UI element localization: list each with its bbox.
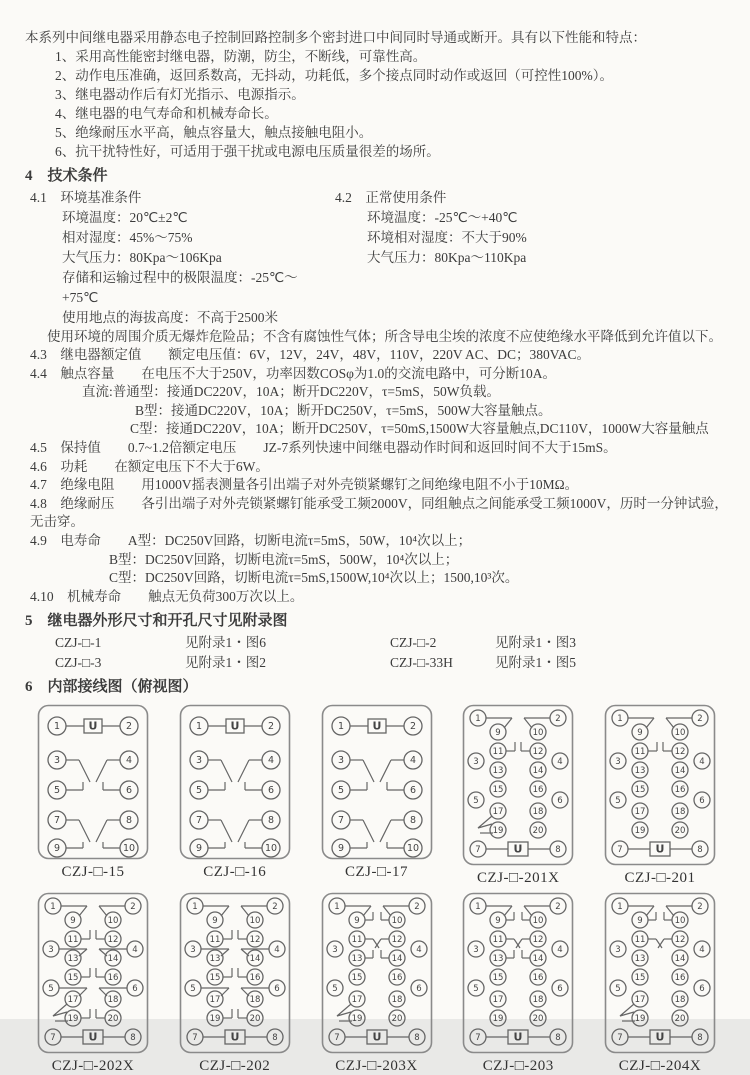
svg-text:7: 7: [475, 845, 481, 856]
svg-text:5: 5: [615, 984, 621, 995]
svg-text:12: 12: [674, 747, 686, 758]
svg-text:15: 15: [492, 973, 504, 984]
svg-text:U: U: [513, 842, 523, 856]
svg-text:5: 5: [615, 796, 621, 807]
svg-text:18: 18: [249, 995, 261, 1006]
svg-text:U: U: [88, 719, 98, 733]
armature-arrow-icon: [337, 1004, 351, 1016]
armature-arrow-icon: [53, 1004, 67, 1016]
svg-text:2: 2: [130, 902, 136, 913]
feature-item-6: 6、抗干扰特性好，可适用于强干扰或电源电压质量很差的场所。: [55, 144, 440, 159]
s44-typec-line: C型：接通DC220V，10A；断开DC250V，τ=50mS,1500W大容量触点,DC110V，1000W大容量触点: [130, 421, 709, 437]
svg-text:2: 2: [697, 714, 703, 725]
wiring-diagram-svg: [604, 892, 716, 1054]
feature-item-2: 2、动作电压准确，返回系数高，无抖动，功耗低，多个接点同时动作或返回（可控性100%）。: [55, 68, 613, 83]
model-ref: CZJ-□-1: [55, 635, 102, 651]
svg-text:20: 20: [674, 1014, 686, 1025]
svg-text:5: 5: [331, 984, 338, 995]
s42-line: 环境相对湿度：不大于90%: [367, 230, 527, 245]
svg-text:12: 12: [249, 935, 261, 946]
svg-text:15: 15: [351, 973, 362, 984]
wiring-diagram-figure: [309, 892, 445, 1075]
model-ref: CZJ-□-3: [55, 654, 102, 670]
svg-text:10: 10: [532, 728, 544, 739]
feature-item-5: 5、绝缘耐压水平高，触点容量大，触点接触电阻小。: [55, 125, 373, 140]
s46-line: 4.6 功耗 在额定电压下不大于6W。: [30, 458, 269, 474]
s44-typeb-line: B型：接通DC220V，10A；断开DC250V，τ=5mS，500W大容量触点。: [135, 402, 552, 418]
figure-ref: 见附录1・图6: [185, 635, 266, 651]
svg-text:15: 15: [634, 973, 646, 984]
svg-text:U: U: [513, 1030, 523, 1044]
svg-text:15: 15: [209, 973, 221, 984]
svg-text:9: 9: [637, 916, 643, 927]
svg-text:7: 7: [53, 815, 61, 827]
svg-text:1: 1: [617, 714, 623, 725]
svg-text:2: 2: [267, 721, 274, 733]
svg-text:9: 9: [53, 843, 61, 855]
svg-text:6: 6: [699, 796, 705, 807]
wiring-diagram-svg: [462, 704, 574, 866]
svg-text:U: U: [230, 719, 240, 733]
wiring-diagram-svg: [321, 892, 433, 1054]
wiring-diagram-figure: [309, 704, 445, 887]
svg-text:17: 17: [209, 995, 221, 1006]
svg-text:4: 4: [415, 945, 422, 956]
s41-line: 相对湿度：45%～75%: [62, 230, 193, 245]
s42-line: 大气压力：80Kpa～110Kpa: [367, 250, 527, 265]
svg-text:19: 19: [492, 826, 504, 837]
svg-text:16: 16: [674, 785, 686, 796]
svg-text:13: 13: [634, 766, 646, 777]
feature-item-4: 4、继电器的电气寿命和机械寿命长。: [55, 106, 278, 121]
svg-text:17: 17: [492, 995, 504, 1006]
svg-text:19: 19: [351, 1014, 362, 1025]
svg-text:U: U: [372, 719, 381, 733]
svg-text:6: 6: [274, 984, 280, 995]
svg-text:4: 4: [557, 945, 563, 956]
svg-text:10: 10: [264, 843, 277, 855]
wiring-diagram-svg: [462, 892, 574, 1054]
svg-text:3: 3: [331, 945, 338, 956]
svg-text:18: 18: [391, 995, 402, 1006]
svg-text:4: 4: [409, 755, 416, 767]
svg-text:14: 14: [674, 766, 686, 777]
svg-text:6: 6: [125, 785, 133, 797]
wiring-diagram-figure: [450, 892, 586, 1075]
svg-text:11: 11: [634, 935, 646, 946]
svg-text:2: 2: [555, 902, 561, 913]
svg-text:U: U: [372, 1030, 381, 1044]
figure-ref: 见附录1・图5: [495, 654, 576, 670]
svg-text:18: 18: [674, 807, 686, 818]
svg-text:16: 16: [532, 973, 544, 984]
svg-text:17: 17: [492, 807, 504, 818]
svg-text:1: 1: [337, 721, 344, 733]
wiring-diagram-svg: [604, 704, 716, 866]
svg-text:6: 6: [557, 984, 563, 995]
svg-text:8: 8: [555, 845, 561, 856]
svg-text:5: 5: [53, 785, 61, 797]
section5-heading: 5 继电器外形尺寸和开孔尺寸见附录图: [25, 613, 288, 630]
svg-text:9: 9: [353, 916, 360, 927]
svg-text:20: 20: [391, 1014, 402, 1025]
svg-text:9: 9: [495, 916, 501, 927]
svg-text:4: 4: [557, 757, 563, 768]
wiring-diagram-figure: [450, 704, 586, 887]
svg-text:15: 15: [67, 973, 79, 984]
svg-text:2: 2: [413, 902, 420, 913]
wiring-diagram-svg: [37, 704, 149, 860]
svg-text:10: 10: [674, 916, 686, 927]
svg-text:4: 4: [125, 755, 133, 767]
model-ref: CZJ-□-2: [390, 635, 437, 651]
svg-text:1: 1: [195, 721, 202, 733]
svg-text:8: 8: [267, 815, 274, 827]
wiring-diagram-label: CZJ-□-202: [199, 1058, 271, 1075]
svg-text:2: 2: [697, 902, 703, 913]
svg-text:3: 3: [337, 755, 344, 767]
svg-text:10: 10: [391, 916, 402, 927]
svg-text:5: 5: [337, 785, 344, 797]
svg-text:7: 7: [333, 1033, 340, 1044]
svg-text:10: 10: [107, 916, 119, 927]
svg-text:18: 18: [532, 995, 544, 1006]
s41-line: 使用地点的海拔高度：不高于2500米: [62, 310, 278, 325]
svg-text:10: 10: [249, 916, 261, 927]
armature-arrow-icon: [478, 816, 492, 828]
svg-text:3: 3: [473, 945, 479, 956]
svg-text:19: 19: [209, 1014, 221, 1025]
svg-text:11: 11: [209, 935, 221, 946]
svg-text:U: U: [230, 1030, 240, 1044]
conditions-columns: [25, 188, 728, 328]
svg-text:17: 17: [67, 995, 79, 1006]
feature-item-1: 1、采用高性能密封继电器，防潮，防尘，不断线，可靠性高。: [55, 49, 427, 64]
svg-text:11: 11: [634, 747, 646, 758]
svg-text:U: U: [88, 1030, 98, 1044]
svg-text:14: 14: [674, 954, 686, 965]
svg-text:12: 12: [532, 935, 544, 946]
svg-text:14: 14: [107, 954, 119, 965]
svg-text:8: 8: [697, 1033, 703, 1044]
svg-text:6: 6: [415, 984, 422, 995]
svg-text:4: 4: [274, 945, 280, 956]
svg-text:7: 7: [337, 815, 344, 827]
s41-line: 大气压力：80Kpa～106Kpa: [62, 250, 222, 265]
svg-text:20: 20: [249, 1014, 261, 1025]
svg-text:7: 7: [195, 815, 202, 827]
svg-text:6: 6: [557, 796, 563, 807]
wiring-diagram-label: CZJ-□-16: [203, 864, 267, 881]
svg-text:19: 19: [492, 1014, 504, 1025]
svg-text:10: 10: [122, 843, 136, 855]
svg-text:16: 16: [674, 973, 686, 984]
svg-text:7: 7: [617, 845, 623, 856]
svg-text:3: 3: [615, 945, 621, 956]
figure-ref: 见附录1・图2: [185, 654, 266, 670]
s43-line: 4.3 继电器额定值 额定电压值：6V，12V，24V，48V，110V，220V AC、DC；380VAC。: [30, 347, 591, 362]
svg-text:20: 20: [107, 1014, 119, 1025]
svg-text:3: 3: [48, 945, 54, 956]
svg-text:1: 1: [50, 902, 56, 913]
svg-text:10: 10: [406, 843, 419, 855]
svg-text:5: 5: [195, 785, 202, 797]
svg-text:10: 10: [674, 728, 686, 739]
svg-text:16: 16: [532, 785, 544, 796]
svg-text:4: 4: [699, 945, 705, 956]
s45-line: 4.5 保持值 0.7~1.2倍额定电压 JZ-7系列快速中间继电器动作时间和返回时间不大于15mS。: [30, 439, 617, 455]
svg-text:17: 17: [351, 995, 362, 1006]
wiring-diagram-figure: [25, 892, 161, 1075]
svg-text:16: 16: [391, 973, 402, 984]
wiring-diagram-svg: [179, 704, 291, 860]
svg-text:6: 6: [699, 984, 705, 995]
svg-text:6: 6: [267, 785, 274, 797]
svg-text:2: 2: [272, 902, 278, 913]
svg-text:19: 19: [67, 1014, 79, 1025]
s49-typec-line: C型：DC250V回路，切断电流τ=5mS,1500W,10⁴次以上；1500,10³次。: [109, 570, 519, 586]
svg-text:8: 8: [125, 815, 133, 827]
svg-text:14: 14: [391, 954, 402, 965]
s49-line: 4.9 电寿命 A型：DC250V回路，切断电流τ=5mS，50W，10⁴次以上；: [30, 532, 472, 548]
wiring-diagram-label: CZJ-□-201X: [477, 870, 560, 887]
section4-heading: 4 技术条件: [25, 168, 108, 184]
wiring-diagram-figure: [25, 704, 161, 887]
svg-text:17: 17: [634, 807, 646, 818]
svg-text:U: U: [655, 1030, 665, 1044]
base-conditions-column: [25, 188, 330, 328]
svg-text:4: 4: [267, 755, 274, 767]
svg-text:15: 15: [492, 785, 504, 796]
svg-text:6: 6: [409, 785, 416, 797]
model-ref: CZJ-□-33H: [390, 654, 453, 670]
s41-title: 4.1 环境基准条件: [30, 190, 142, 205]
wiring-diagrams-row-2: [25, 892, 728, 1075]
svg-text:8: 8: [413, 1033, 420, 1044]
svg-text:8: 8: [130, 1033, 136, 1044]
s41-line: 环境温度：20℃±2℃: [62, 210, 188, 225]
intro-paragraph: 本系列中间继电器采用静态电子控制回路控制多个密封进口中间同时导通或断开。具有以下性能和特点：: [25, 30, 646, 45]
svg-text:2: 2: [555, 714, 561, 725]
wiring-diagram-label: CZJ-□-202X: [51, 1058, 135, 1075]
svg-text:11: 11: [351, 935, 362, 946]
svg-text:16: 16: [107, 973, 119, 984]
svg-text:14: 14: [532, 954, 544, 965]
wiring-diagram-figure: [592, 704, 728, 887]
svg-text:14: 14: [249, 954, 261, 965]
svg-text:13: 13: [209, 954, 221, 965]
svg-text:7: 7: [475, 1033, 481, 1044]
svg-text:20: 20: [674, 826, 686, 837]
svg-text:1: 1: [617, 902, 623, 913]
svg-text:3: 3: [195, 755, 202, 767]
svg-text:12: 12: [674, 935, 686, 946]
wiring-diagram-figure: [167, 704, 303, 887]
svg-text:5: 5: [190, 984, 196, 995]
svg-text:5: 5: [48, 984, 54, 995]
svg-text:13: 13: [351, 954, 362, 965]
svg-text:6: 6: [132, 984, 138, 995]
section6-heading: 6 内部接线图（俯视图）: [25, 679, 198, 696]
wiring-diagram-figure: [167, 892, 303, 1075]
svg-text:1: 1: [333, 902, 340, 913]
svg-text:U: U: [655, 842, 665, 856]
normal-conditions-column: [330, 188, 728, 328]
svg-text:1: 1: [53, 721, 61, 733]
wiring-diagram-label: CZJ-□-17: [344, 864, 409, 881]
s42-title: 4.2 正常使用条件: [335, 190, 447, 205]
environment-note: 使用环境的周围介质无爆炸危险品；不含有腐蚀性气体；所含导电尘埃的浓度不应使绝缘水平降低到允许值以下。: [47, 329, 722, 344]
svg-text:8: 8: [697, 845, 703, 856]
svg-text:14: 14: [532, 766, 544, 777]
svg-text:19: 19: [634, 1014, 646, 1025]
figure-ref: 见附录1・图3: [495, 635, 576, 651]
svg-text:18: 18: [674, 995, 686, 1006]
s41-line: 存储和运输过程中的极限温度：-25℃～+75℃: [62, 270, 298, 305]
svg-text:9: 9: [70, 916, 76, 927]
svg-text:7: 7: [617, 1033, 623, 1044]
svg-text:13: 13: [492, 766, 504, 777]
wiring-diagram-label: CZJ-□-203X: [335, 1058, 418, 1075]
svg-text:18: 18: [107, 995, 119, 1006]
s49-typeb-line: B型：DC250V回路，切断电流τ=5mS，500W，10⁴次以上；: [109, 551, 459, 567]
wiring-diagram-label: CZJ-□-201: [624, 870, 696, 887]
svg-text:9: 9: [495, 728, 501, 739]
svg-text:13: 13: [634, 954, 646, 965]
wiring-diagram-label: CZJ-□-203: [482, 1058, 554, 1075]
svg-text:9: 9: [195, 843, 202, 855]
wiring-diagram-svg: [179, 892, 291, 1054]
s44-dc-line: 直流:普通型：接通DC220V，10A；断开DC220V，τ=5mS，50W负载。: [82, 384, 501, 400]
svg-text:18: 18: [532, 807, 544, 818]
svg-text:7: 7: [50, 1033, 56, 1044]
svg-text:1: 1: [475, 902, 481, 913]
svg-text:5: 5: [473, 796, 479, 807]
svg-text:20: 20: [532, 826, 544, 837]
wiring-diagram-svg: [37, 892, 149, 1054]
svg-text:1: 1: [475, 714, 481, 725]
svg-text:19: 19: [634, 826, 646, 837]
svg-text:3: 3: [615, 757, 621, 768]
svg-text:3: 3: [473, 757, 479, 768]
armature-arrow-icon: [620, 1004, 634, 1016]
svg-text:11: 11: [492, 935, 504, 946]
svg-text:10: 10: [532, 916, 544, 927]
svg-text:11: 11: [67, 935, 79, 946]
svg-text:20: 20: [532, 1014, 544, 1025]
svg-text:13: 13: [492, 954, 504, 965]
svg-text:7: 7: [192, 1033, 198, 1044]
svg-text:4: 4: [699, 757, 705, 768]
wiring-diagram-label: CZJ-□-204X: [618, 1058, 702, 1075]
dimension-reference-table: [25, 633, 728, 672]
svg-text:8: 8: [272, 1033, 278, 1044]
wiring-diagram-figure: [592, 892, 728, 1075]
s48-line-cont: 无击穿。: [30, 514, 84, 530]
s47-line: 4.7 绝缘电阻 用1000V摇表测量各引出端子对外壳锁紧螺钉之间绝缘电阻不小于10MΩ。: [30, 477, 579, 493]
svg-text:8: 8: [555, 1033, 561, 1044]
s44-line: 4.4 触点容量 在电压不大于250V，功率因数COSφ为1.0的交流电路中，可分断10A。: [30, 365, 557, 381]
svg-text:12: 12: [532, 747, 544, 758]
svg-text:9: 9: [337, 843, 344, 855]
svg-text:4: 4: [132, 945, 138, 956]
svg-text:2: 2: [409, 721, 416, 733]
s48-line: 4.8 绝缘耐压 各引出端子对外壳锁紧螺钉能承受工频2000V，同组触点之间能承受工频1000V，历时一分钟试验，: [30, 495, 728, 511]
svg-text:16: 16: [249, 973, 261, 984]
svg-text:8: 8: [409, 815, 416, 827]
svg-text:9: 9: [212, 916, 218, 927]
svg-text:15: 15: [634, 785, 646, 796]
svg-text:12: 12: [107, 935, 119, 946]
svg-text:5: 5: [473, 984, 479, 995]
svg-text:3: 3: [190, 945, 196, 956]
wiring-diagram-svg: [321, 704, 433, 860]
svg-text:13: 13: [67, 954, 79, 965]
feature-item-3: 3、继电器动作后有灯光指示、电源指示。: [55, 87, 305, 102]
svg-text:1: 1: [192, 902, 198, 913]
wiring-diagrams-row-1: [25, 704, 728, 887]
s42-line: 环境温度：-25℃～+40℃: [367, 210, 518, 225]
svg-text:3: 3: [53, 755, 61, 767]
svg-text:9: 9: [637, 728, 643, 739]
wiring-diagram-label: CZJ-□-15: [61, 864, 125, 881]
svg-text:11: 11: [492, 747, 504, 758]
svg-text:2: 2: [125, 721, 133, 733]
s410-line: 4.10 机械寿命 触点无负荷300万次以上。: [30, 588, 304, 604]
svg-text:12: 12: [391, 935, 402, 946]
svg-text:17: 17: [634, 995, 646, 1006]
